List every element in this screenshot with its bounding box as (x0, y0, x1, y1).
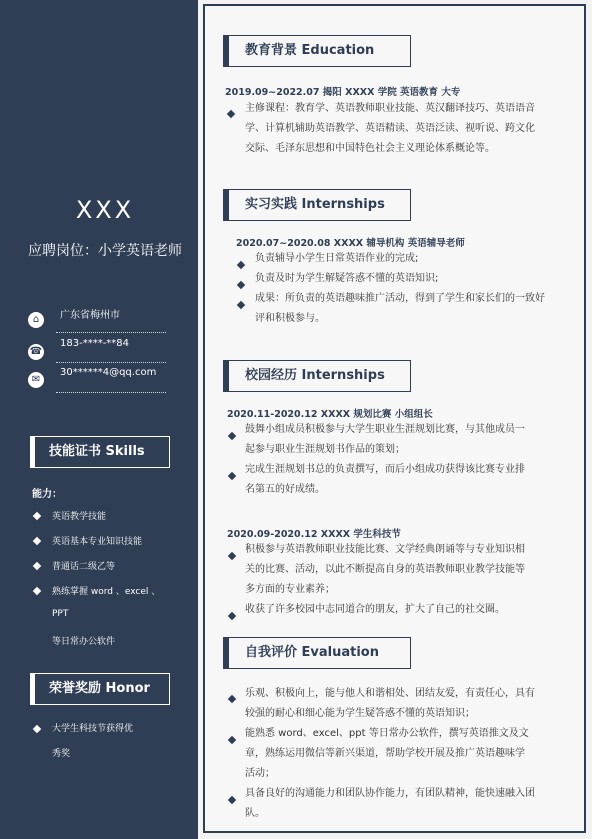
evaluation-line: 乐观、积极向上，能与他人和谐相处、团结友爱，有责任心，具有 (245, 688, 535, 699)
internship-meta: 2020.07~2020.08 XXXX 辅导机构 英语辅导老师 (236, 238, 465, 249)
bullet-icon (237, 281, 245, 289)
internship-line: 负责及时为学生解疑答惑不懂的英语知识; (255, 273, 439, 284)
evaluation-header: 自我评价 Evaluation (223, 637, 411, 669)
campus-line: 鼓舞小组成员积极参与大学生职业生涯规划比赛，与其他成员一 (245, 424, 525, 435)
evaluation-line: 具备良好的沟通能力和团队协作能力，有团队精神，能快速融入团 (245, 788, 535, 799)
campus-line: 完成生涯规划书总的负责撰写，而后小组成功获得该比赛专业排 (245, 464, 525, 475)
contact-location: 广东省梅州市 (60, 310, 120, 321)
email-icon: ✉ (28, 372, 44, 388)
bullet-icon (33, 587, 41, 595)
divider (56, 332, 166, 333)
sidebar (0, 0, 198, 839)
campus-header: 校园经历 Internships (223, 360, 411, 392)
campus-line: 起参与职业生涯规划书作品的策划； (245, 444, 405, 455)
skills-header: 技能证书 Skills (30, 436, 170, 468)
contact-phone: 183-****-**84 (60, 338, 130, 349)
education-header: 教育背景 Education (223, 35, 411, 67)
phone-icon: ☎ (28, 344, 44, 360)
contact-email: 30******4@qq.com (60, 367, 157, 378)
bullet-icon (237, 261, 245, 269)
job-title: 应聘岗位：小学英语老师 (28, 243, 182, 259)
bullet-icon (33, 562, 41, 570)
skill-item: PPT (52, 609, 69, 619)
bullet-icon (228, 472, 236, 480)
education-line: 交际、毛泽东思想和中国特色社会主义理论体系概论等。 (245, 143, 495, 154)
education-line: 主修课程：教育学、英语教师职业技能、英汉翻译技巧、英语语音 (245, 103, 535, 114)
main-content (203, 4, 586, 833)
evaluation-line: 能熟悉 word、excel、ppt 等日常办公软件，撰写英语推文及文 (245, 728, 529, 739)
internship-line: 评和积极参与。 (255, 313, 325, 324)
evaluation-line: 活动； (245, 768, 275, 779)
campus-line: 关的比赛、活动，以此不断提高自身的英语教师职业教学技能等 (245, 564, 525, 575)
divider (56, 392, 166, 393)
campus-line: 多方面的专业素养； (245, 584, 335, 595)
campus-meta-1: 2020.11-2020.12 XXXX 规划比赛 小组组长 (227, 409, 433, 420)
bullet-icon (33, 512, 41, 520)
internship-header: 实习实践 Internships (223, 189, 411, 221)
bullet-icon (227, 110, 235, 118)
campus-line: 收获了许多校园中志同道合的朋友，扩大了自己的社交圈。 (245, 604, 505, 615)
evaluation-line: 较强的耐心和细心能为学生疑答惑不懂的英语知识； (245, 708, 475, 719)
bullet-icon (228, 612, 236, 620)
education-line: 学、计算机辅助英语教学、英语精读、英语泛读、视听说、跨文化 (245, 123, 535, 134)
evaluation-line: 队。 (245, 808, 265, 819)
honor-item: 大学生科技节获得优 (52, 724, 134, 734)
skill-item: 普通话二级乙等 (52, 562, 116, 572)
internship-line: 成果：所负责的英语趣味推广活动，得到了学生和家长们的一致好 (255, 293, 545, 304)
education-meta: 2019.09~2022.07 揭阳 XXXX 学院 英语教育 大专 (225, 87, 461, 98)
location-icon: ⌂ (28, 312, 44, 328)
bullet-icon (33, 537, 41, 545)
divider (56, 362, 166, 363)
campus-meta-2: 2020.09-2020.12 XXXX 学生科技节 (227, 529, 401, 540)
evaluation-line: 章，熟练运用微信等新兴渠道，帮助学校开展及推广英语趣味学 (245, 748, 525, 759)
skill-item: 英语教学技能 (52, 512, 107, 522)
skill-item: 熟练掌握 word 、excel 、 (52, 587, 161, 597)
bullet-icon (228, 796, 236, 804)
skill-item: 等日常办公软件 (52, 637, 116, 647)
ability-label: 能力： (32, 489, 62, 500)
bullet-icon (237, 301, 245, 309)
honor-header: 荣誉奖励 Honor (30, 673, 170, 705)
skill-item: 英语基本专业知识技能 (52, 537, 143, 547)
bullet-icon (228, 552, 236, 560)
campus-line: 名第五的好成绩。 (245, 484, 325, 495)
candidate-name: XXX (75, 196, 135, 224)
bullet-icon (33, 725, 41, 733)
campus-line: 积极参与英语教师职业技能比赛、文学经典朗诵等与专业知识相 (245, 544, 525, 555)
honor-item: 秀奖 (52, 749, 71, 759)
bullet-icon (228, 432, 236, 440)
bullet-icon (228, 736, 236, 744)
internship-line: 负责辅导小学生日常英语作业的完成; (255, 253, 419, 264)
bullet-icon (228, 695, 236, 703)
